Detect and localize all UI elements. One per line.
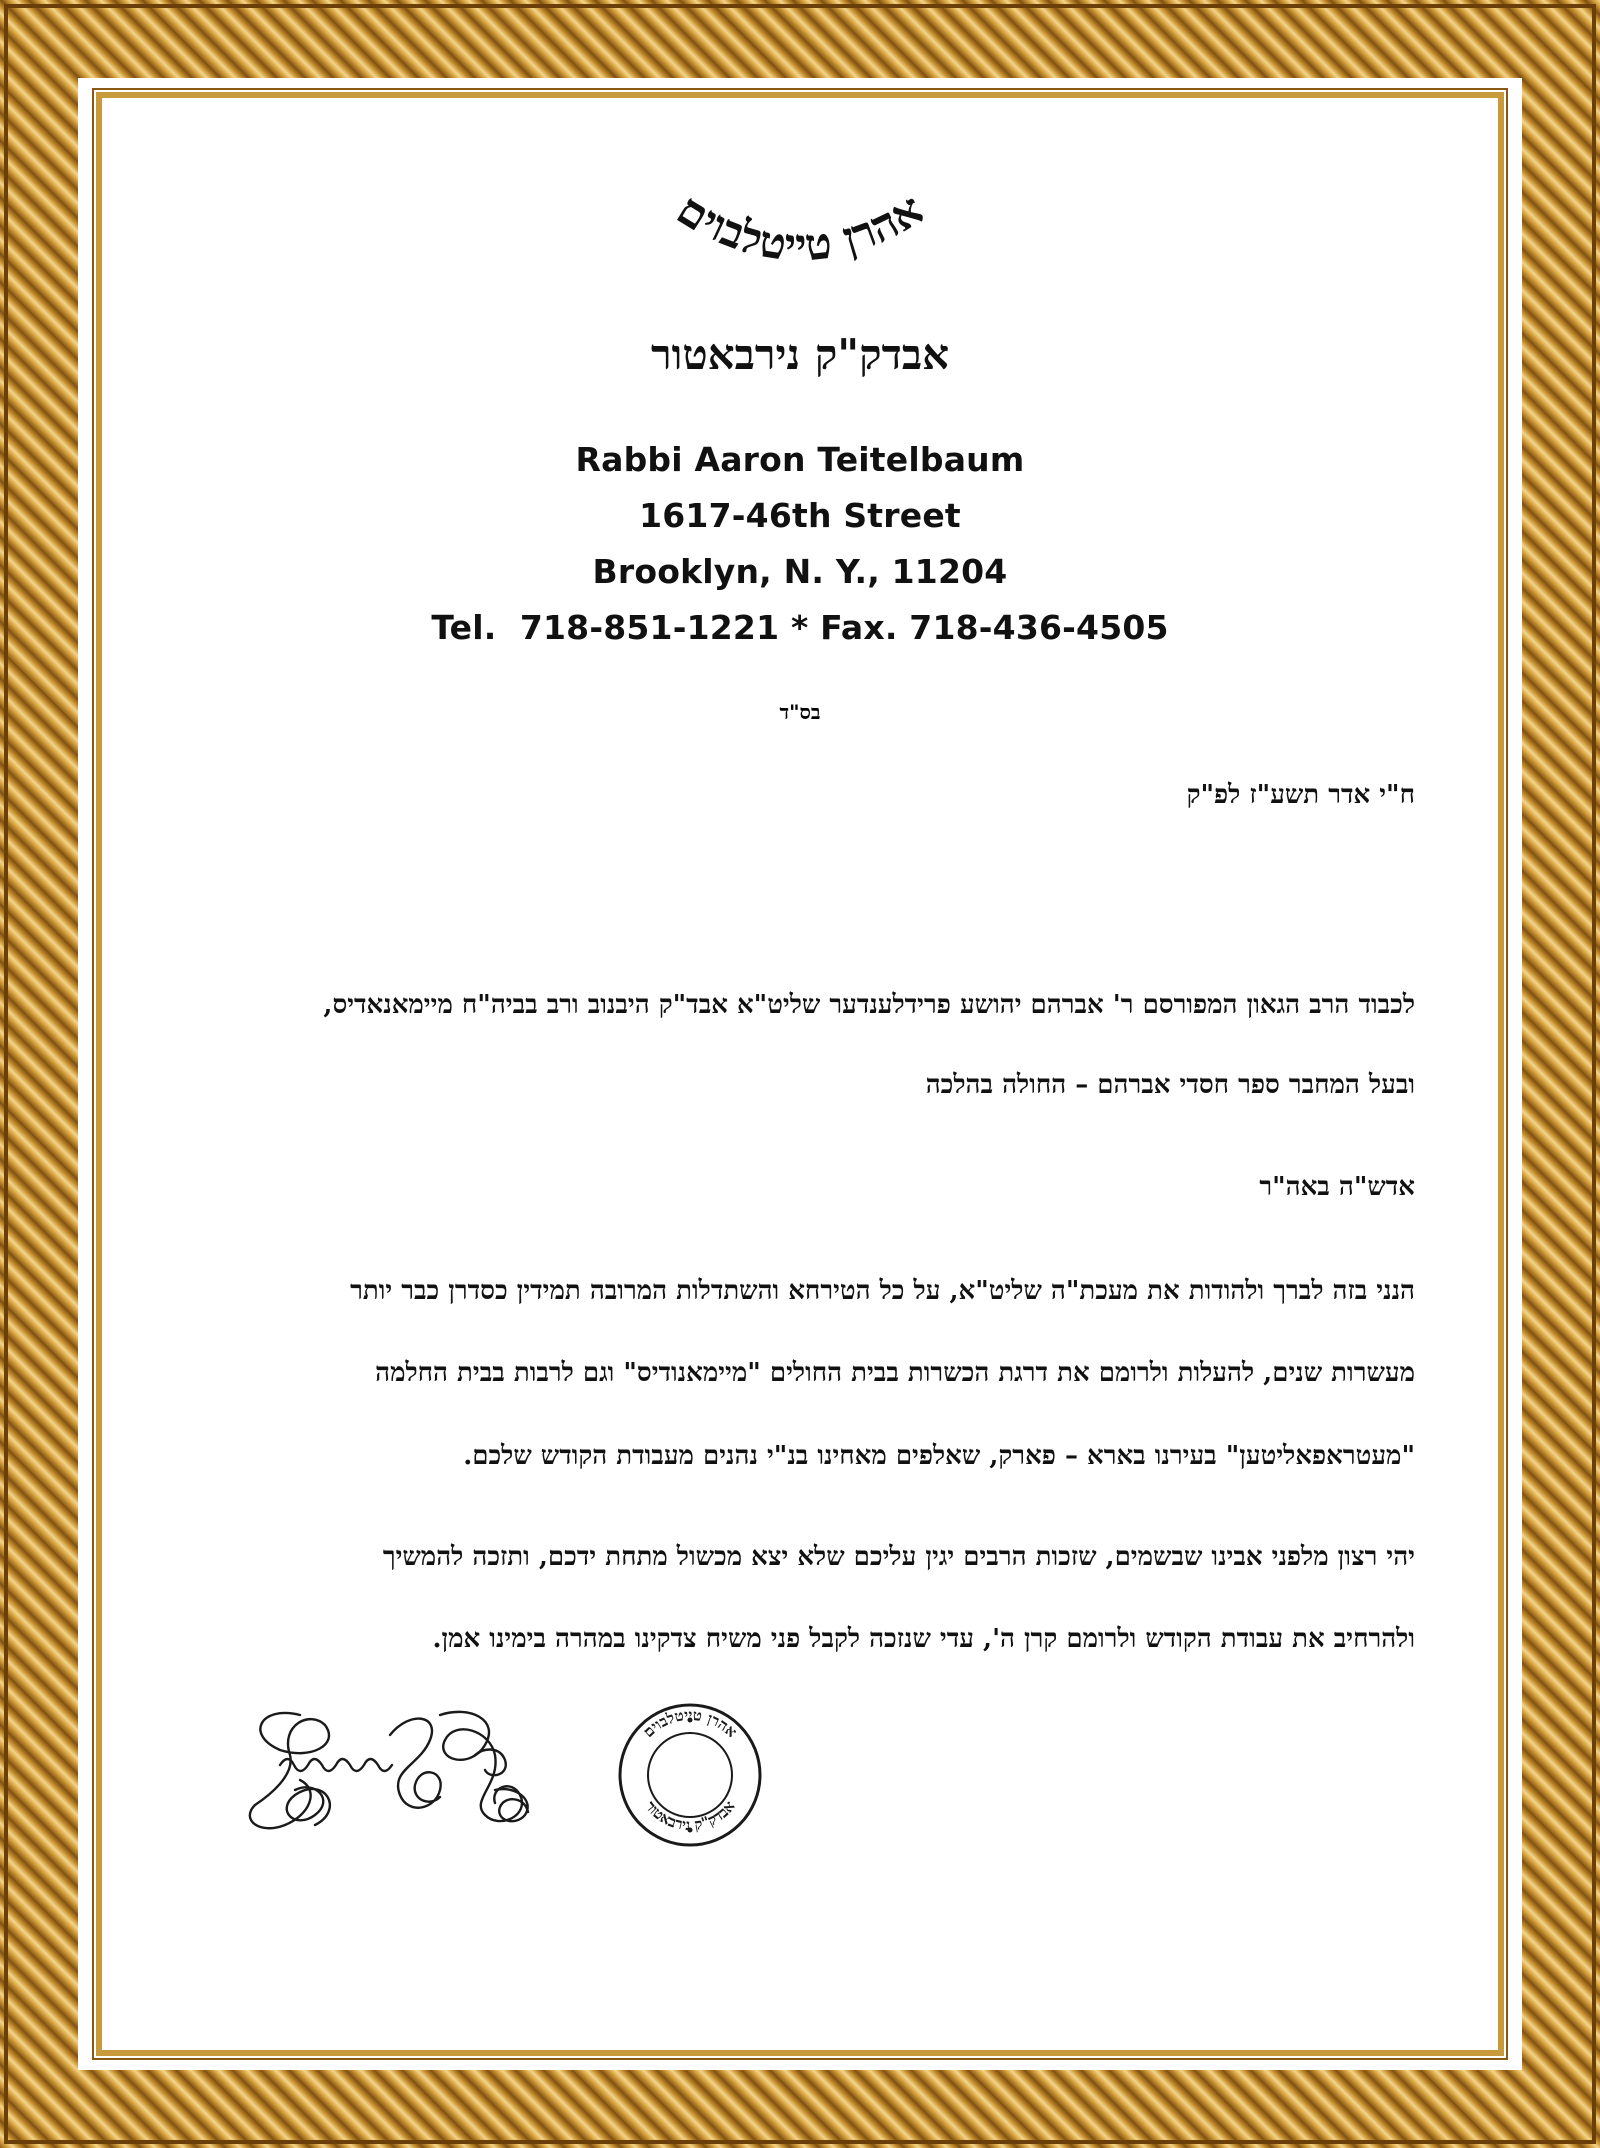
letterhead-name-english: Rabbi Aaron Teitelbaum [575,440,1025,479]
stamp-bottom-text: אבדק"ק נירבאטור [641,1797,739,1835]
stamp-top-text: אהרן טייטלבוים [639,1705,741,1742]
letterhead-phone-fax: Tel. 718-851-1221 * Fax. 718-436-4505 [431,608,1169,647]
svg-text:אהרן טייטלבוים [639,1706,741,1741]
addressee-line-1: לכבוד הרב הגאון המפורסם ר' אברהם יהושע פרידלענדער שליט"א אבד"ק היבנוב ורב בביה"ח מיימאנאדיס, [323,990,1415,1020]
salutation: אדש"ה באה"ר [1259,1172,1415,1202]
paragraph1-line-1: הנני בזה לברך ולהודות את מעכת"ה שליט"א, על כל הטירחא והשתדלות המרובה תמידין כסדרן כבר יותר [350,1276,1415,1306]
bsd-mark: בס"ד [779,700,821,724]
arched-name-title [620,160,980,300]
rabbinical-seal-stamp [615,1700,765,1850]
letterhead-title-hebrew: אבדק"ק נירבאטור [650,330,950,379]
letterhead-street: 1617-46th Street [639,496,961,535]
paragraph2-line-1: יהי רצון מלפני אבינו שבשמים, שזכות הרבים יגין עליכם שלא יצא מכשול מתחת ידכם, ותזכה להמשיך [382,1542,1415,1572]
arched-name-text: אהרן טייטלבוים [668,183,932,272]
paragraph1-line-2: מעשרות שנים, להעלות ולרומם את דרגת הכשרות בבית החולים "מיימאנודיס" וגם לרבות בבית החלמה [375,1358,1415,1388]
letterhead-city: Brooklyn, N. Y., 11204 [592,552,1008,591]
handwritten-signature [240,1695,560,1855]
addressee-line-2: ובעל המחבר ספר חסדי אברהם – החולה בהלכה [925,1070,1415,1100]
svg-text:אבדק"ק נירבאטור [641,1797,739,1834]
svg-text:אהרן טייטלבוים [668,184,932,272]
paragraph2-line-2: ולהרחיב את עבודת הקודש ולרומם קרן ה', עדי שנזכה לקבל פני משיח צדקינו במהרה בימינו אמן. [432,1624,1415,1654]
letter-date: ח"י אדר תשע"ז לפ"ק [1186,780,1415,810]
paragraph1-line-3: "מעטראפאליטען" בעירנו בארא – פארק, שאלפים מאחינו בנ"י נהנים מעבודת הקודש שלכם. [463,1441,1415,1471]
